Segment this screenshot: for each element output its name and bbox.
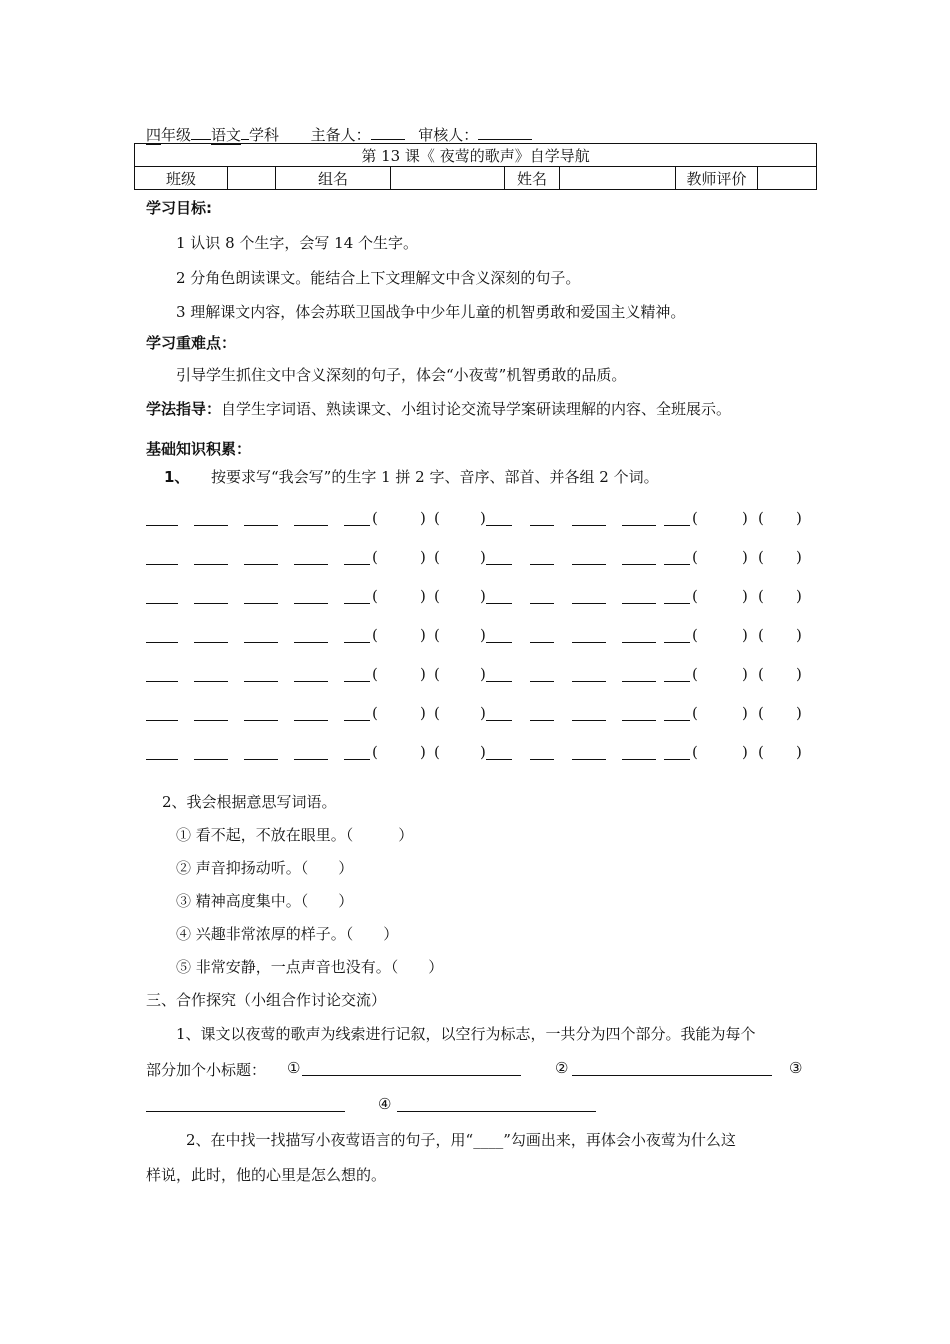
open-paren: ( [692,509,698,527]
title-mark-4: ④ [378,1095,392,1113]
open-paren: ( [692,626,698,644]
write-blank[interactable] [294,681,328,682]
write-blank[interactable] [244,642,278,643]
write-blank[interactable] [244,603,278,604]
q2-item[interactable]: ⑤ 非常安静，一点声音也没有。（ ） [176,958,444,976]
close-paren: ) [480,548,486,566]
close-paren: ) [742,665,748,683]
close-paren: ) [480,587,486,605]
objective-item: 3 理解课文内容，体会苏联卫国战争中少年儿童的机智勇敢和爱国主义精神。 [176,303,686,321]
open-paren: ( [758,548,764,566]
explore-p1-line1: 1、课文以夜莺的歌声为线索进行记叙，以空行为标志，一共分为四个部分。我能为每个 [176,1025,756,1043]
write-blank[interactable] [530,642,554,643]
practice-row [146,587,816,607]
write-blank[interactable] [194,642,228,643]
close-paren: ) [480,626,486,644]
subject-suffix: 学科 [249,126,280,144]
subject: 语文 [211,126,242,144]
reviewer-label: 审核人： [418,126,479,144]
open-paren: ( [758,743,764,761]
explore-p2-line2: 样说，此时，他的心里是怎么想的。 [146,1166,387,1184]
title-blank-3[interactable] [146,1111,345,1112]
write-blank[interactable] [664,603,690,604]
write-blank[interactable] [244,720,278,721]
open-paren: ( [372,743,378,761]
open-paren: ( [372,509,378,527]
write-blank[interactable] [622,525,656,526]
close-paren: ) [742,548,748,566]
open-paren: ( [434,509,440,527]
write-blank[interactable] [572,642,606,643]
basics-heading: 基础知识积累： [146,440,252,458]
practice-row [146,626,816,646]
eval-label: 教师评价 [676,167,758,190]
difficulty-text: 引导学生抓住文中含义深刻的句子，体会“小夜莺”机智勇敢的品质。 [176,366,627,384]
write-blank[interactable] [294,720,328,721]
write-blank[interactable] [146,642,178,643]
close-paren: ) [742,587,748,605]
class-cell[interactable] [228,167,276,190]
open-paren: ( [372,665,378,683]
close-paren: ) [796,743,802,761]
write-blank[interactable] [486,525,512,526]
q2-item[interactable]: ③ 精神高度集中。（ ） [176,892,354,910]
write-blank[interactable] [622,759,656,760]
write-blank[interactable] [486,564,512,565]
write-blank[interactable] [664,642,690,643]
grade: 四 [146,126,162,144]
write-blank[interactable] [146,564,178,565]
open-paren: ( [434,665,440,683]
practice-row [146,665,816,685]
write-blank[interactable] [486,603,512,604]
open-paren: ( [434,587,440,605]
write-blank[interactable] [344,642,370,643]
preparer-label: 主备人： [310,126,371,144]
write-blank[interactable] [486,642,512,643]
close-paren: ) [796,626,802,644]
close-paren: ) [742,704,748,722]
title-blank-1[interactable] [302,1075,521,1076]
write-blank[interactable] [146,720,178,721]
title-blank-2[interactable] [572,1075,772,1076]
write-blank[interactable] [486,681,512,682]
practice-row [146,509,816,529]
write-blank[interactable] [194,564,228,565]
explore-p2-line1: 2、在中找一找描写小夜莺语言的句子，用“____”勾画出来，再体会小夜莺为什么这 [186,1131,736,1149]
write-blank[interactable] [294,759,328,760]
group-label: 组名 [276,167,391,190]
write-blank[interactable] [244,564,278,565]
header-line [146,124,532,145]
write-blank[interactable] [244,759,278,760]
q1-number: 1、 [164,468,190,486]
write-blank[interactable] [572,525,606,526]
write-blank[interactable] [622,642,656,643]
close-paren: ) [742,743,748,761]
write-blank[interactable] [344,759,370,760]
open-paren: ( [692,587,698,605]
close-paren: ) [742,626,748,644]
write-blank[interactable] [530,525,554,526]
write-blank[interactable] [664,681,690,682]
write-blank[interactable] [194,720,228,721]
objective-item: 2 分角色朗读课文。能结合上下文理解文中含义深刻的句子。 [176,269,581,287]
close-paren: ) [420,665,426,683]
q2-text: 2、我会根据意思写词语。 [162,793,337,811]
close-paren: ) [420,743,426,761]
explore-p1-line2: 部分加个小标题： [146,1061,267,1079]
write-blank[interactable] [294,603,328,604]
write-blank[interactable] [344,525,370,526]
write-blank[interactable] [294,525,328,526]
close-paren: ) [480,743,486,761]
explore-heading: 三、合作探究（小组合作讨论交流） [146,991,387,1009]
write-blank[interactable] [572,759,606,760]
write-blank[interactable] [664,525,690,526]
close-paren: ) [420,704,426,722]
open-paren: ( [692,665,698,683]
write-blank[interactable] [572,603,606,604]
close-paren: ) [420,509,426,527]
write-blank[interactable] [530,564,554,565]
close-paren: ) [480,704,486,722]
objectives-heading: 学习目标: [146,199,212,217]
close-paren: ) [742,509,748,527]
write-blank[interactable] [486,720,512,721]
open-paren: ( [372,587,378,605]
write-blank[interactable] [146,603,178,604]
open-paren: ( [758,587,764,605]
difficulty-heading: 学习重难点： [146,334,237,352]
write-blank[interactable] [664,759,690,760]
open-paren: ( [692,743,698,761]
close-paren: ) [796,665,802,683]
open-paren: ( [758,626,764,644]
reviewer-blank[interactable] [478,125,532,140]
practice-row [146,743,816,763]
lesson-title: 第 13 课《 夜莺的歌声》自学导航 [135,144,817,167]
write-blank[interactable] [572,681,606,682]
title-mark-3: ③ [789,1059,803,1077]
write-blank[interactable] [194,759,228,760]
write-blank[interactable] [194,681,228,682]
write-blank[interactable] [664,564,690,565]
close-paren: ) [420,626,426,644]
write-blank[interactable] [344,720,370,721]
write-blank[interactable] [664,720,690,721]
open-paren: ( [758,509,764,527]
close-paren: ) [480,509,486,527]
method-text: 自学生字词语、熟读课文、小组讨论交流导学案研读理解的内容、全班展示。 [221,400,732,418]
q2-item[interactable]: ① 看不起，不放在眼里。（ ） [176,826,414,844]
q2-item[interactable]: ② 声音抑扬动听。（ ） [176,859,354,877]
open-paren: ( [372,626,378,644]
close-paren: ) [796,548,802,566]
open-paren: ( [434,743,440,761]
open-paren: ( [434,626,440,644]
write-blank[interactable] [146,525,178,526]
close-paren: ) [420,587,426,605]
open-paren: ( [372,704,378,722]
close-paren: ) [420,548,426,566]
write-blank[interactable] [572,720,606,721]
name-label: 姓名 [505,167,560,190]
practice-row [146,548,816,568]
write-blank[interactable] [622,564,656,565]
grade-suffix: 年级 [161,126,192,144]
objective-item: 1 认识 8 个生字，会写 14 个生字。 [176,234,419,252]
title-blank-4[interactable] [397,1111,596,1112]
write-blank[interactable] [486,759,512,760]
preparer-blank[interactable] [371,125,405,140]
header-table [134,143,817,190]
q2-item[interactable]: ④ 兴趣非常浓厚的样子。（ ） [176,925,399,943]
q1-text: 按要求写“我会写”的生字 1 拼 2 字、音序、部首、并各组 2 个词。 [211,468,659,486]
write-blank[interactable] [572,564,606,565]
write-blank[interactable] [622,720,656,721]
write-blank[interactable] [146,759,178,760]
write-blank[interactable] [530,759,554,760]
write-blank[interactable] [622,603,656,604]
open-paren: ( [758,665,764,683]
open-paren: ( [434,704,440,722]
title-mark-1: ① [287,1059,301,1077]
open-paren: ( [692,548,698,566]
open-paren: ( [372,548,378,566]
close-paren: ) [796,509,802,527]
open-paren: ( [758,704,764,722]
close-paren: ) [796,704,802,722]
write-blank[interactable] [530,603,554,604]
write-blank[interactable] [344,603,370,604]
close-paren: ) [796,587,802,605]
practice-row [146,704,816,724]
open-paren: ( [434,548,440,566]
eval-cell[interactable] [758,167,817,190]
write-blank[interactable] [344,681,370,682]
write-blank[interactable] [530,681,554,682]
class-label: 班级 [135,167,228,190]
write-blank[interactable] [530,720,554,721]
close-paren: ) [480,665,486,683]
write-blank[interactable] [194,525,228,526]
write-blank[interactable] [244,681,278,682]
name-cell[interactable] [560,167,676,190]
title-mark-2: ② [555,1059,569,1077]
write-blank[interactable] [244,525,278,526]
method-heading: 学法指导： [146,400,222,418]
write-blank[interactable] [294,642,328,643]
group-cell[interactable] [391,167,505,190]
write-blank[interactable] [294,564,328,565]
method-line [146,398,731,419]
write-blank[interactable] [622,681,656,682]
q1-line [164,466,659,487]
write-blank[interactable] [194,603,228,604]
write-blank[interactable] [146,681,178,682]
write-blank[interactable] [344,564,370,565]
open-paren: ( [692,704,698,722]
